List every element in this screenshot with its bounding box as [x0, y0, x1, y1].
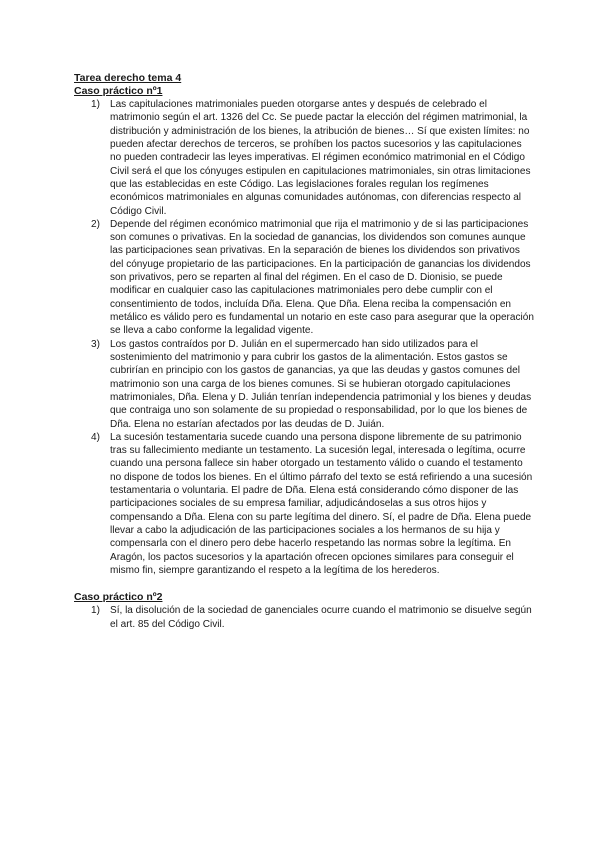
answer-item	[74, 431, 534, 577]
answer-text: La sucesión testamentaria sucede cuando una persona dispone libremente de su patrimonio tras su fallecimiento mediante un testamento. La sucesión legal, interesada o legítima, ocurre cuando una persona fallece sin haber otorgado un testamento válido o cuando el testamento no dispone de todos los bienes. En el último párrafo del texto se está refiriendo a una sucesión testamentaria o voluntaria. El padre de Dña. Elena está considerando cómo disponer de las participaciones sociales de su empresa familiar, adjudicándoselas a sus otros hijos y compensando a Dña. Elena con su parte legítima del dinero. Sí, el padre de Dña. Elena puede llevar a cabo la adjudicación de las participaciones sociales a los hermanos de su hija y compensarla con el dinero pero debe hacerlo respetando las normas sobre la legítima. En Aragón, los pactos sucesorios y la apartación ofrecen opciones similares para conseguir el mismo fin, siempre garantizando el respeto a la legítima de los herederos.	[110, 431, 533, 576]
answer-number: 4)	[91, 431, 100, 443]
answer-number: 1)	[91, 605, 100, 617]
answer-item	[74, 604, 534, 631]
answer-item	[74, 218, 534, 338]
document-content	[74, 72, 534, 631]
answer-number: 1)	[91, 99, 100, 110]
answer-number: 3)	[91, 338, 100, 350]
answer-text: Los gastos contraídos por D. Julián en el supermercado han sido utilizados para el sostenimiento del matrimonio y para cubrir los gastos de la alimentación. Estos gastos se cubrirían en principio con los gastos de ganancias, ya que las deudas y gastos comunes del matrimonio son una carga de los bienes comunes. Si se hubieran otorgado capitulaciones matrimoniales, Dña. Elena y D. Julián tenrían independencia patrimonial y los bienes y deudas que contraiga uno son solamente de su propiedad o responsabilidad, por lo que los bienes de Dña. Elena no estarían afectados por las deudas de D. Juián.	[110, 338, 532, 430]
answer-number: 2)	[91, 218, 100, 230]
answer-text: Depende del régimen económico matrimonial que rija el matrimonio y de si las participaciones son comunes o privativas. En la sociedad de ganancias, los dividendos son comunes aunque las participaciones sean privativas. En la separación de bienes los dividendos son privativos del cónyuge propietario de las participaciones. En la participación de ganancias los dividendos son privativos, pero se reparten al final del régimen. En el caso de D. Dionisio, se puede modificar en cualquier caso las capitulaciones matrimoniales pero debe cumplir con el consentimiento de todos, incluída Dña. Elena. Que Dña. Elena reciba la compensación en metálico es válido pero es fundamental un notario en este caso para asegurar que la operación se lleva a cabo conforme la legalidad vigente.	[110, 218, 534, 337]
case-1-heading: Caso práctico nº1	[74, 85, 163, 97]
case-2-heading: Caso práctico nº2	[74, 591, 163, 604]
case-2-answers	[74, 604, 534, 631]
document-title: Tarea derecho tema 4	[74, 72, 182, 84]
answer-text: Sí, la disolución de la sociedad de ganenciales ocurre cuando el matrimonio se disuelve según el art. 85 del Código Civil.	[110, 605, 532, 630]
case-1-answers	[74, 98, 534, 577]
answer-item	[74, 338, 534, 431]
answer-item	[74, 98, 534, 218]
answer-text: Las capitulaciones matrimoniales pueden otorgarse antes y después de celebrado el matrimonio según el art. 1326 del Cc. Se puede pactar la elección del régimen matrimonial, la distribución y administración de los bienes, la atribución de bienes… Sí que existen límites: no pueden afectar derechos de terceros, se prohíben los pactos sucesorios y las capitulaciones no pueden contradecir las leyes imperativas. El régimen económico matrimonial en el Código Civil será el que los cónyuges estipulen en capitulaciones matrimoniales, sin otras limitaciones que las establecidas en este Código. Las legislaciones forales regulan los regímenes económicos matrimoniales en algunas comunidades autónomas, con diferencias respecto al Código Civil.	[110, 99, 531, 217]
